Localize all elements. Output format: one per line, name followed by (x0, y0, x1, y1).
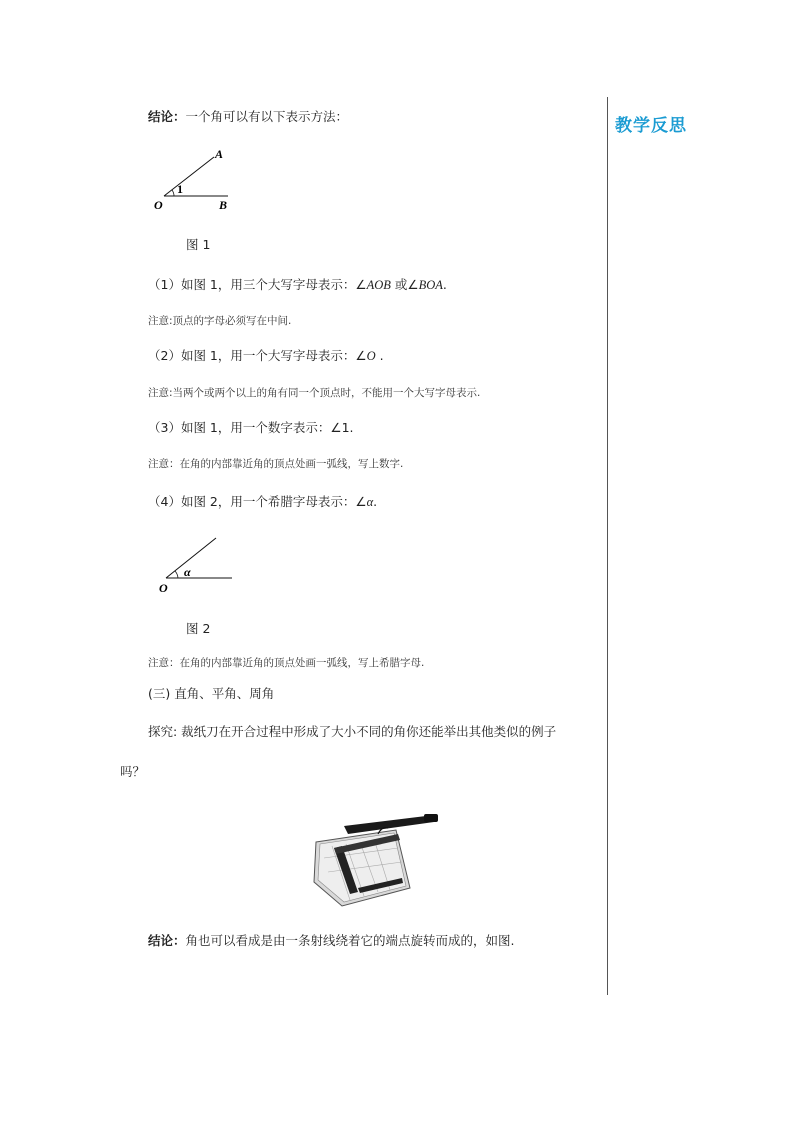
figure-1-caption: 图 1 (186, 237, 211, 252)
angle-arc-2 (175, 571, 178, 578)
conclusion-2 (148, 932, 515, 950)
conclusion-2-text: 角也可以看成是由一条射线绕着它的端点旋转而成的，如图. (185, 933, 515, 948)
note-3: 注意：在角的内部靠近角的顶点处画一弧线，写上数字. (148, 458, 404, 470)
ray-upper (166, 538, 216, 578)
explore-line-2: 吗？ (120, 764, 146, 779)
item-4-math-alpha: α (366, 495, 374, 509)
item-2-suffix: . (375, 348, 384, 363)
item-2-prefix: （2）如图 1，用一个大写字母表示：∠ (148, 348, 367, 363)
sidebar-divider (607, 97, 608, 995)
conclusion-1 (148, 108, 348, 126)
item-1 (148, 276, 447, 294)
ray-oa (164, 157, 214, 196)
conclusion-1-text: 一个角可以有以下表示方法： (185, 109, 349, 124)
section-3-heading: (三) 直角、平角、周角 (148, 686, 275, 701)
item-1-prefix: （1）如图 1，用三个大写字母表示：∠ (148, 277, 367, 292)
point-b-label: B (219, 198, 228, 212)
figure-2-caption: 图 2 (186, 621, 211, 636)
note-2: 注意:当两个或两个以上的角有同一个顶点时，不能用一个大写字母表示. (148, 387, 481, 399)
sidebar-title: 教学反思 (615, 116, 687, 136)
item-4-prefix: （4）如图 2，用一个希腊字母表示：∠ (148, 494, 367, 509)
note-1: 注意:顶点的字母必须写在中间. (148, 315, 292, 327)
angle-arc (172, 190, 174, 196)
point-o-label: O (154, 198, 163, 212)
item-2 (148, 347, 384, 365)
item-1-suffix: . (442, 277, 447, 292)
item-4 (148, 493, 377, 511)
item-1-math-aob: AOB (366, 278, 391, 292)
angle-1-label: 1 (177, 182, 183, 196)
figure-2-angle-diagram (148, 532, 248, 598)
item-2-math-o: O (366, 349, 376, 363)
angle-alpha-label: α (184, 565, 191, 579)
item-3: （3）如图 1，用一个数字表示：∠1. (148, 420, 354, 435)
point-a-label: A (215, 147, 224, 161)
item-4-suffix: . (373, 494, 378, 509)
conclusion-2-label: 结论： (148, 933, 186, 948)
conclusion-1-label: 结论： (148, 109, 186, 124)
figure-1-angle-diagram (148, 140, 248, 215)
item-1-math-boa: BOA (418, 278, 443, 292)
paper-cutter-image (306, 812, 440, 910)
note-4: 注意：在角的内部靠近角的顶点处画一弧线，写上希腊字母. (148, 657, 425, 669)
item-1-mid: 或∠ (390, 277, 419, 292)
explore-line-1: 探究: 裁纸刀在开合过程中形成了大小不同的角你还能举出其他类似的例子 (148, 724, 557, 739)
point-o2-label: O (159, 581, 168, 595)
